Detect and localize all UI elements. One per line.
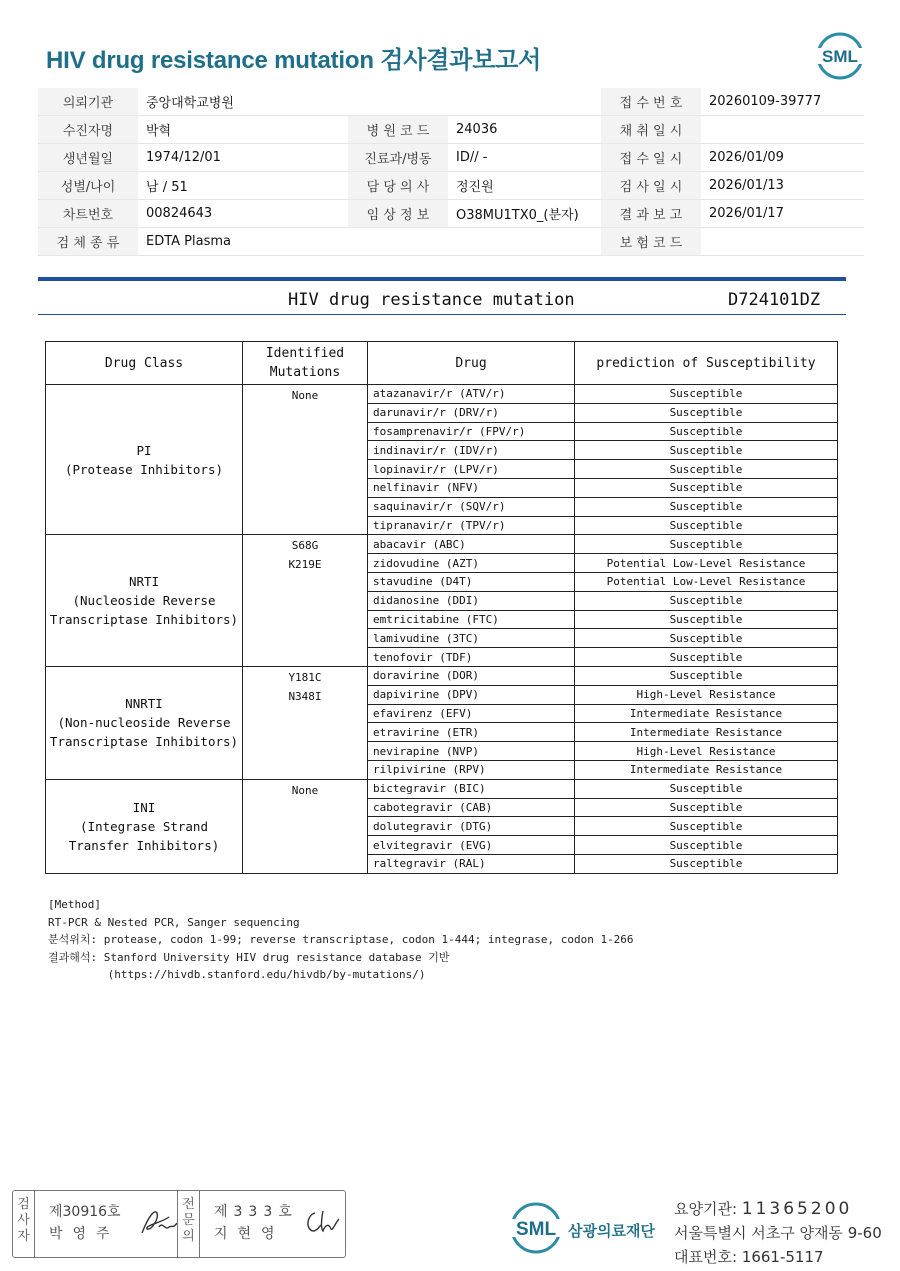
info-label: 차트번호 [38,200,138,228]
institution-code: 11365200 [741,1199,853,1219]
info-label: 검 체 종 류 [38,228,138,256]
drug-class-line: Transfer Inhibitors) [68,837,220,853]
info-label: 수진자명 [38,116,138,144]
drug-class-line: NRTI [128,574,160,590]
brand-name: 삼광의료재단 [568,1222,655,1240]
mutations-cell [243,666,368,779]
drug-cell: nelfinavir (NFV) [368,478,575,497]
info-label: 성별/나이 [38,172,138,200]
method-line: (https://hivdb.stanford.edu/hivdb/by-mutations/) [48,968,426,981]
specialist-name: 지현영 [214,1226,285,1242]
role-char: 검 [17,1197,30,1212]
prediction-cell: Susceptible [575,497,838,516]
table-row [46,666,838,685]
drug-cell: doravirine (DOR) [368,666,575,685]
drug-cell: elvitegravir (EVG) [368,836,575,855]
table-row [46,779,838,798]
prediction-cell: Susceptible [575,610,838,629]
prediction-cell: Potential Low-Level Resistance [575,554,838,573]
mutation-item: K219E [288,558,322,572]
method-notes [48,896,634,984]
info-label: 생년월일 [38,144,138,172]
mutation-item: N348I [288,689,322,703]
prediction-cell: Intermediate Resistance [575,704,838,723]
mutations-cell [243,779,368,873]
prediction-cell: Susceptible [575,648,838,667]
mutations-cell [243,385,368,535]
info-value: 00824643 [138,200,348,228]
info-value [701,116,864,144]
drug-cell: indinavir/r (IDV/r) [368,441,575,460]
mutations-cell [243,535,368,667]
prediction-cell: Susceptible [575,516,838,535]
info-label: 접 수 번 호 [601,88,701,116]
drug-cell: tipranavir/r (TPV/r) [368,516,575,535]
role-char: 자 [17,1229,30,1244]
prediction-cell: Intermediate Resistance [575,760,838,779]
info-value: 24036 [448,116,601,144]
mutation-item: Y181C [288,670,322,684]
drug-cell: fosamprenavir/r (FPV/r) [368,422,575,441]
drug-cell: dolutegravir (DTG) [368,817,575,836]
contact-address: 서울특별시 서초구 양재동 9-60 [674,1224,882,1242]
mutation-item: None [291,389,319,402]
drug-cell: cabotegravir (CAB) [368,798,575,817]
drug-cell: rilpivirine (RPV) [368,760,575,779]
test-code: D724101DZ [728,290,821,310]
role-char: 사 [17,1213,30,1228]
info-label: 결 과 보 고 [601,200,701,228]
info-row [38,144,864,172]
method-line: RT-PCR & Nested PCR, Sanger sequencing [48,915,300,929]
prediction-cell: Potential Low-Level Resistance [575,572,838,591]
info-row [38,172,864,200]
header-mutations [243,342,368,385]
info-row [38,228,864,256]
contact-label: 요양기관: [674,1200,738,1218]
info-value: 1974/12/01 [138,144,348,172]
prediction-cell: Susceptible [575,817,838,836]
drug-class-cell [46,385,243,535]
prediction-cell: High-Level Resistance [575,742,838,761]
role-specialist [178,1191,200,1257]
drug-cell: abacavir (ABC) [368,535,575,554]
prediction-cell: Susceptible [575,666,838,685]
drug-cell: zidovudine (AZT) [368,554,575,573]
info-value: 박혁 [138,116,348,144]
table-row [46,385,838,404]
header-mutations-line1: Identified [265,346,345,361]
drug-class-line: Transcriptase Inhibitors) [49,612,239,628]
info-label: 접 수 일 시 [601,144,701,172]
drug-cell: saquinavir/r (SQV/r) [368,497,575,516]
sml-logo-icon [812,28,868,84]
drug-cell: didanosine (DDI) [368,591,575,610]
prediction-cell: Susceptible [575,629,838,648]
method-line: 결과해석: Stanford University HIV drug resistance database 기반 [48,950,450,964]
mutation-item: None [291,783,319,797]
resistance-results-table [45,341,838,874]
prediction-cell: Susceptible [575,478,838,497]
info-label: 의뢰기관 [38,88,138,116]
info-value: ID// - [448,144,601,172]
table-header-row [46,342,838,385]
tester-name: 박영주 [49,1226,120,1242]
prediction-cell: Susceptible [575,535,838,554]
drug-cell: nevirapine (NVP) [368,742,575,761]
info-row [38,116,864,144]
role-char: 의 [182,1229,195,1244]
report-title: HIV drug resistance mutation 검사결과보고서 [46,47,542,74]
drug-cell: darunavir/r (DRV/r) [368,403,575,422]
drug-class-cell [46,666,243,779]
info-value: 정진원 [448,172,601,200]
logo-text: SML [822,47,858,66]
drug-class-line: INI [132,799,156,815]
phone-number: 1661-5117 [741,1248,824,1266]
drug-class-line: (Protease Inhibitors) [64,461,224,477]
method-line: 분석위치: protease, codon 1-99; reverse transcriptase, codon 1-444; integrase, codon 1-266 [48,933,634,946]
drug-cell: efavirenz (EFV) [368,704,575,723]
prediction-cell: Susceptible [575,422,838,441]
specialist-license: 제333호 [214,1204,298,1220]
info-label: 병 원 코 드 [348,116,448,144]
brand-logo-text: SML [515,1219,557,1240]
drug-cell: raltegravir (RAL) [368,854,575,873]
contact-label: 대표번호: [674,1248,738,1266]
info-label: 담 당 의 사 [348,172,448,200]
prediction-cell: Intermediate Resistance [575,723,838,742]
drug-cell: atazanavir/r (ATV/r) [368,385,575,404]
info-label: 검 사 일 시 [601,172,701,200]
info-row [38,88,864,116]
info-label: 진료과/병동 [348,144,448,172]
prediction-cell: Susceptible [575,460,838,479]
prediction-cell: Susceptible [575,779,838,798]
drug-class-cell [46,535,243,667]
patient-info-table [38,88,864,256]
drug-cell: tenofovir (TDF) [368,648,575,667]
info-row [38,200,864,228]
drug-cell: lopinavir/r (LPV/r) [368,460,575,479]
prediction-cell: Susceptible [575,854,838,873]
drug-cell: stavudine (D4T) [368,572,575,591]
drug-class-line: (Integrase Strand [80,818,208,834]
contact-line [674,1245,882,1269]
prediction-cell: Susceptible [575,798,838,817]
header-prediction: prediction of Susceptibility [575,342,838,385]
drug-cell: dapivirine (DPV) [368,685,575,704]
prediction-cell: Susceptible [575,441,838,460]
tester-signature-icon [139,1205,179,1239]
table-row [46,535,838,554]
sml-brand-logo-icon [508,1200,564,1256]
prediction-cell: High-Level Resistance [575,685,838,704]
drug-cell: bictegravir (BIC) [368,779,575,798]
prediction-cell: Susceptible [575,591,838,610]
info-value: 20260109-39777 [701,88,864,116]
drug-cell: emtricitabine (FTC) [368,610,575,629]
tester-license: 제30916호 [49,1204,121,1220]
drug-class-line: NNRTI [125,696,163,712]
drug-cell: lamivudine (3TC) [368,629,575,648]
header-drug-class: Drug Class [46,342,243,385]
drug-class-line: Transcriptase Inhibitors) [49,734,239,750]
drug-class-line: PI [136,442,152,458]
section-divider-top [38,277,846,281]
signature-box [12,1190,346,1258]
drug-cell: etravirine (ETR) [368,723,575,742]
drug-class-line: (Nucleoside Reverse [72,593,216,609]
info-label: 채 취 일 시 [601,116,701,144]
role-char: 전 [182,1197,195,1212]
contact-info [674,1197,882,1269]
drug-class-cell [46,779,243,873]
info-value: 2026/01/17 [701,200,864,228]
info-label: 임 상 정 보 [348,200,448,228]
info-value [701,228,864,256]
info-value: 2026/01/13 [701,172,864,200]
info-value: 2026/01/09 [701,144,864,172]
info-value: EDTA Plasma [138,228,601,256]
prediction-cell: Susceptible [575,403,838,422]
section-title: HIV drug resistance mutation [288,290,575,310]
method-heading: [Method] [48,898,101,911]
mutation-item: S68G [291,539,319,553]
results-body [46,385,838,874]
header-drug: Drug [368,342,575,385]
contact-line [674,1197,882,1221]
role-char: 문 [182,1213,195,1228]
info-value: 중앙대학교병원 [138,88,601,116]
header-mutations-line2: Mutations [269,365,341,380]
info-value: O38MU1TX0_(분자) [448,200,601,228]
section-divider-bottom [38,314,846,315]
role-tester [13,1191,35,1257]
info-value: 남 / 51 [138,172,348,200]
drug-class-line: (Non-nucleoside Reverse [57,715,231,731]
info-label: 보 험 코 드 [601,228,701,256]
specialist-signature-icon [301,1205,341,1239]
prediction-cell: Susceptible [575,836,838,855]
prediction-cell: Susceptible [575,385,838,404]
